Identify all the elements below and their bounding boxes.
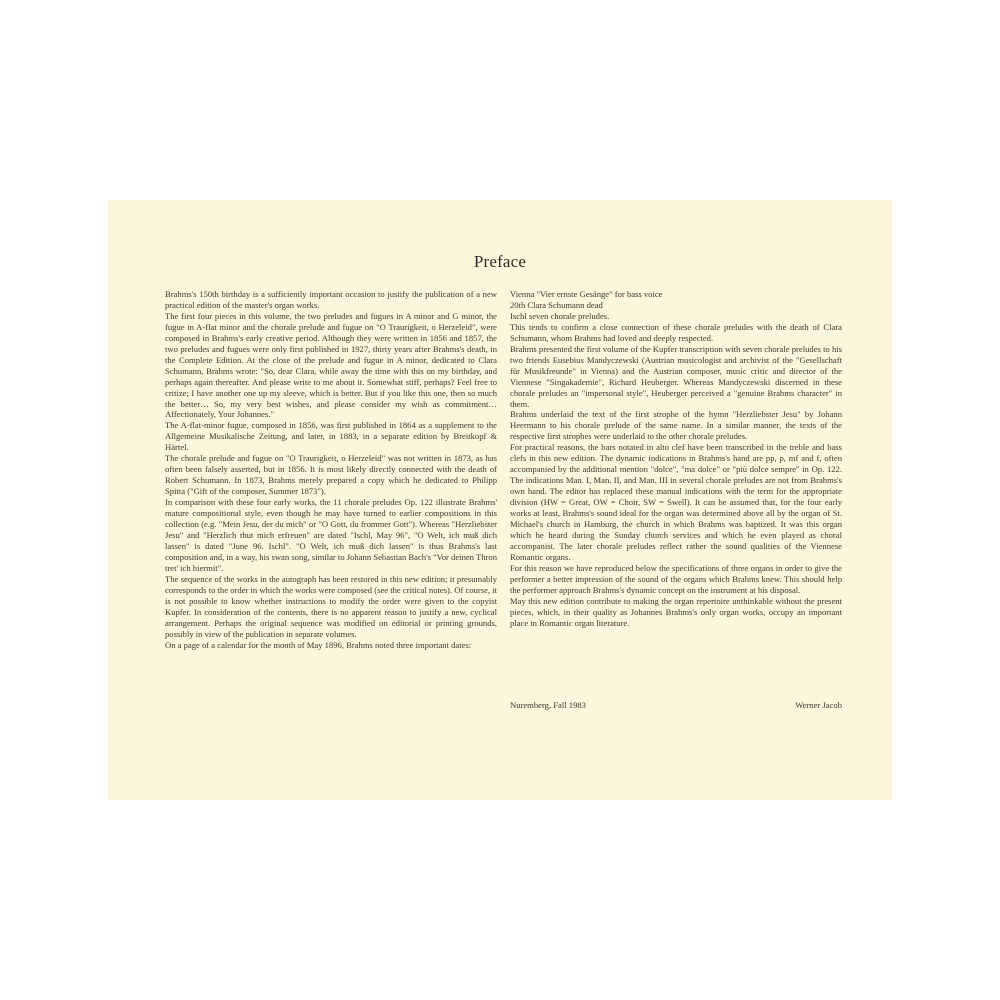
signature-line — [510, 700, 842, 711]
calendar-entry: 20th Clara Schumann dead — [510, 299, 603, 310]
paragraph: This tends to confirm a close connection of these chorale preludes with the death of Clara Schumann, whom Brahms had loved and deeply respected. — [510, 321, 842, 343]
calendar-entry: Ischl seven chorale preludes. — [510, 310, 610, 321]
preface-page — [108, 200, 892, 800]
paragraph: On a page of a calendar for the month of May 1896, Brahms noted three important dates: — [165, 639, 472, 650]
paragraph: In comparison with these four early works, the 11 chorale preludes Op. 122 illustrate Brahms' mature compositional style, even though he may have turned to earlier compositions in this collection (e.g. "Mein Jesu, der du mich" or "O Gott, du frommer Gott"). Whereas "Herzliebster Jesu" and "Herzlich thut mich erfreuen" are dated "Ischl, May 96", "O Welt, ich muß dich lassen" is dated "June 96. Ischl". "O Welt, ich muß dich lassen" is thus Brahms's last composition and, in a way, his swan song, similar to Johann Sebastian Bach's "Vor deinen Thron tret' ich hiermit". — [165, 497, 497, 573]
paragraph: The A-flat-minor fugue, composed in 1856, was first published in 1864 as a supplement to the Allgemeine Musikalische Zeitung, and later, in 1883, in a separate edition by Breitkopf & Härtel. — [165, 420, 497, 453]
place-date: Nuremberg, Fall 1983 — [510, 700, 586, 710]
paragraph: The chorale prelude and fugue on "O Traurigkeit, o Herzeleid" was not written in 1873, as has often been falsely asserted, but in 1856. It is most likely directly connected with the death of Robert Schumann. In 1873, Brahms merely prepared a copy which he dedicated to Philipp Spitta ("Gift of the composer, Summer 1873"). — [165, 453, 497, 497]
paragraph: Brahms's 150th birthday is a sufficiently important occasion to justify the publication of a new practical edition of the master's organ works. — [165, 289, 497, 310]
paragraph: May this new edition contribute to making the organ repertoire unthinkable without the present pieces, which, in their quality as Johannes Brahms's only organ works, occupy an important place in Romantic organ literature. — [510, 595, 842, 628]
right-column — [510, 289, 842, 629]
paragraph: For practical reasons, the bars notated in alto clef have been transcribed in the treble and bass clefs in this new edition. The dynamic indications in Brahms's hand are pp, p, mf and f, often accompanied by the additional mention "dolce", "ma dolce" or "più dolce sempre" in Op. 122. The indications Man. I, Man. II, and Man. III in several chorale preludes are not from Brahms's own hand. The editor has replaced these manual indications with the term for the appropriate division (HW = Great, OW = Choir, SW = Swell). It can be assumed that, for the four early works at least, Brahms's sound ideal for the organ was determined above all by the organ of St. Michael's church in Hamburg, the church in which Brahms was baptized. It was this organ which he heard during the Sunday church services and which he even played as choral accompanist. The later chorale preludes reflect rather the sound qualities of the Viennese Romantic organs. — [510, 442, 842, 562]
paragraph: Brahms underlaid the text of the first strophe of the hymn "Herzliebster Jesu" by Johann Heermann to his chorale prelude of the same name. In a similar manner, the texts of the respective first strophes were underlaid to the other chorale preludes. — [510, 409, 842, 442]
page-title: Preface — [473, 252, 527, 271]
author-name: Werner Jacob — [795, 700, 842, 710]
calendar-entry: Vienna "Vier ernste Gesänge" for bass voice — [510, 289, 663, 299]
paragraph: Brahms presented the first volume of the Kupfer transcription with seven chorale preludes to his two friends Eusebius Mandyczewski (Austrian musicologist and archivist of the "Gesellschaft für Musikfreunde" in Vienna) and the Austrian composer, music critic and director of the Viennese "Singakademie", Richard Heuberger. Whereas Mandyczewski discerned in these chorale preludes an "impersonal style", Heuberger perceived a "genuine Brahms character" in them. — [510, 343, 842, 409]
left-column — [165, 289, 497, 650]
paragraph: The first four pieces in this volume, the two preludes and fugues in A minor and G minor, the fugue in A-flat minor and the chorale prelude and fugue on "O Traurigkeit, o Herzeleid", were composed in Brahms's early creative period. Although they were written in 1856 and 1857, the two preludes and fugues were only first published in 1927, thirty years after Brahms's death, in the Complete Edition. At the close of the prelude and fugue in A minor, dedicated to Clara Schumann, Brahms wrote: "So, dear Clara, while away the time with this on my birthday, and perhaps again thereafter. And please write to me about it. Somewhat stiff, perhaps? Feel free to critize; I have another one up my sleeve, which is better. But if you like this one, then so much the better… So, my very best wishes, and please consider my wish as commitment… Affectionately, Your Johannes." — [165, 310, 497, 420]
paragraph: The sequence of the works in the autograph has been restored in this new edition; it presumably corresponds to the order in which the works were composed (see the critical notes). Of course, it is not possible to know whether instructions to modify the order were given to the copyist Kupfer. In consideration of the contents, there is no apparent reason to justify a new, cyclical arrangement. Perhaps the original sequence was modified on editorial or printing grounds, possibly in view of the publication in separate volumes. — [165, 573, 497, 639]
paragraph: For this reason we have reproduced below the specifications of three organs in order to give the performer a better impression of the sound of the organs which Brahms knew. This should help the performer approach Brahms's dynamic concept on the instrument at his disposal. — [510, 562, 842, 595]
